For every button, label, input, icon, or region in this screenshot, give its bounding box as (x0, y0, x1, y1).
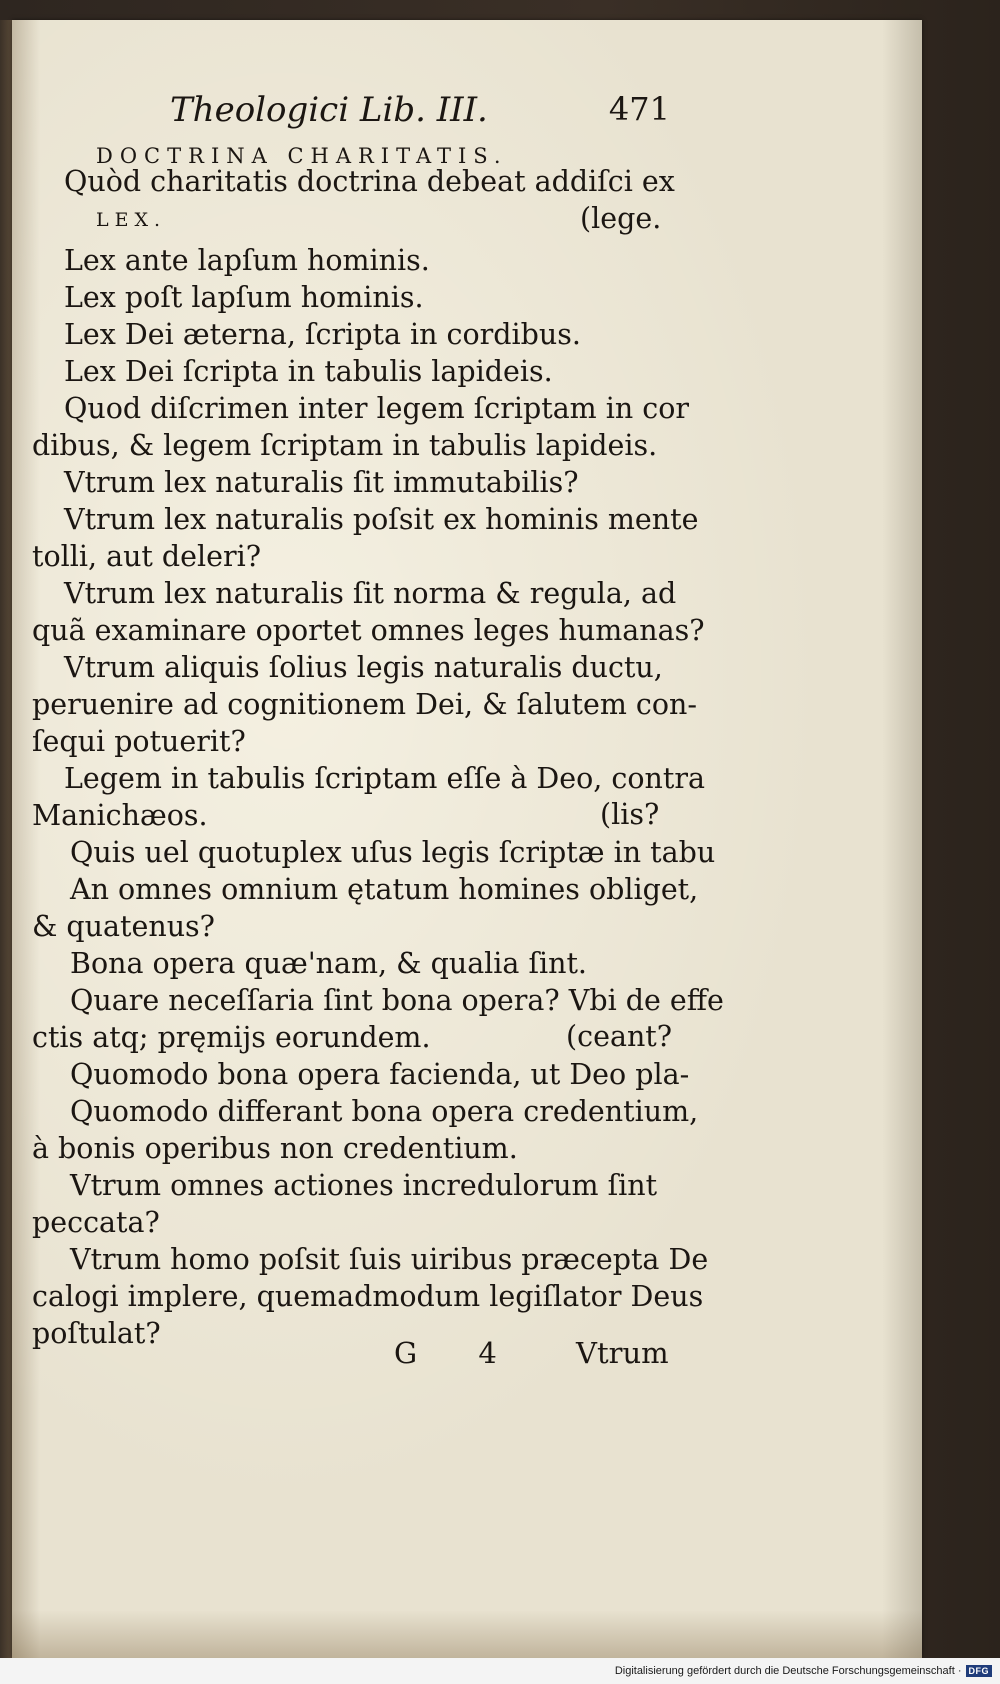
text-line: Lex Dei ſcripta in tabulis lapideis. (64, 355, 553, 388)
text-line: An omnes omnium ętatum homines obliget, (70, 873, 699, 906)
text-line: calogi implere, quemadmodum legiſlator Deus (32, 1280, 704, 1313)
text-line: tolli, aut deleri? (32, 540, 262, 573)
text-line: Lex ante lapſum hominis. (64, 244, 430, 277)
text-line: quã examinare oportet omnes leges humanas? (32, 614, 705, 647)
text-line: Lex poſt lapſum hominis. (64, 281, 424, 314)
text-line: Quòd charitatis doctrina debeat addiſci ex (64, 165, 675, 198)
catchword: Vtrum (576, 1336, 669, 1370)
page-header (170, 90, 670, 136)
text-line: Vtrum aliquis ſolius legis naturalis ductu, (64, 651, 663, 684)
section-title: DOCTRINA CHARITATIS. (96, 144, 508, 168)
text-line: Vtrum homo poſsit ſuis uiribus præcepta De (70, 1243, 709, 1276)
text-line: Bona opera quæ'nam, & qualia ſint. (70, 947, 587, 980)
text-line: peccata? (32, 1206, 160, 1239)
text-line: Quomodo bona opera facienda, ut Deo pla- (70, 1058, 690, 1091)
text-line: ſequi potuerit? (32, 725, 246, 758)
footer-credit-text: Digitalisierung gefördert durch die Deutsche Forschungsgemeinschaft · (614, 1665, 962, 1677)
text-line-continuation: (lege. (580, 202, 662, 235)
signature-mark: G 4 (394, 1336, 523, 1370)
text-line: Quomodo differant bona opera credentium, (70, 1095, 699, 1128)
text-line: dibus, & legem ſcriptam in tabulis lapideis. (32, 429, 658, 462)
dfg-logo: DFG (966, 1665, 993, 1677)
text-line-continuation: (lis? (600, 798, 660, 831)
text-line: Lex Dei æterna, ſcripta in cordibus. (64, 318, 581, 351)
section-subtitle: LEX. (96, 209, 167, 231)
running-head: Theologici Lib. III. (170, 90, 488, 130)
text-line: Vtrum omnes actiones incredulorum ſint (70, 1169, 658, 1202)
text-line: Quare neceſſaria ſint bona opera? Vbi de effe (70, 984, 724, 1017)
text-line: & quatenus? (32, 910, 215, 943)
text-line: Legem in tabulis ſcriptam eſſe à Deo, contra (64, 762, 705, 795)
text-line: Quis uel quotuplex uſus legis ſcriptæ in tabu (70, 836, 716, 869)
page-number: 471 (608, 90, 670, 128)
text-line-continuation: (ceant? (566, 1020, 673, 1053)
text-line: Vtrum lex naturalis ſit norma & regula, ad (64, 577, 677, 610)
text-line: Vtrum lex naturalis ſit immutabilis? (64, 466, 579, 499)
text-line: Vtrum lex naturalis poſsit ex hominis mente (64, 503, 699, 536)
text-line: peruenire ad cognitionem Dei, & ſalutem con- (32, 688, 698, 721)
text-line: poſtulat? (32, 1317, 161, 1350)
footer-credit (615, 1665, 992, 1677)
text-line: ctis atq; pręmijs eorundem. (32, 1021, 431, 1054)
book-spine-edge (0, 20, 12, 1658)
text-line: à bonis operibus non credentium. (32, 1132, 518, 1165)
text-line: Manichæos. (32, 799, 208, 832)
text-line: Quod diſcrimen inter legem ſcriptam in cor (64, 392, 690, 425)
